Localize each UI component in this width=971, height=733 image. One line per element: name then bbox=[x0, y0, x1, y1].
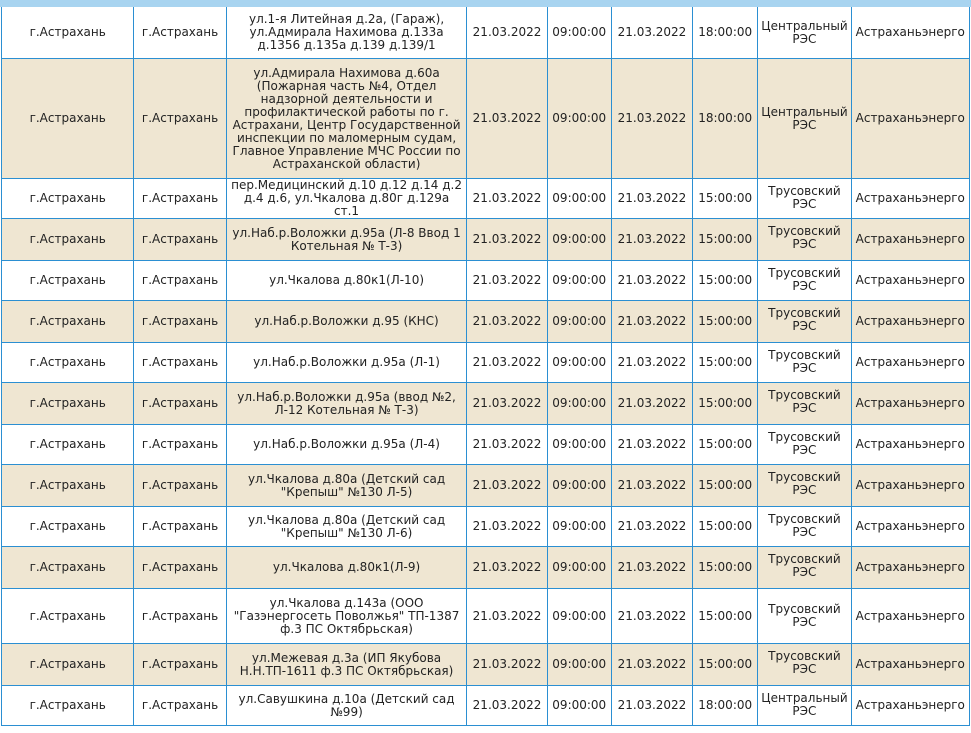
city-cell: г.Астрахань bbox=[2, 261, 134, 301]
res-cell: Трусовский РЭС bbox=[758, 465, 851, 507]
end-time-cell: 18:00:00 bbox=[693, 59, 758, 179]
end-date-cell: 21.03.2022 bbox=[612, 425, 693, 465]
end-time-cell: 15:00:00 bbox=[693, 261, 758, 301]
start-date-cell: 21.03.2022 bbox=[467, 547, 547, 589]
locality-cell: г.Астрахань bbox=[134, 7, 226, 59]
table-row bbox=[2, 589, 970, 644]
company-cell: Астраханьэнерго bbox=[852, 465, 970, 507]
locality-cell: г.Астрахань bbox=[134, 179, 226, 219]
locality-cell: г.Астрахань bbox=[134, 589, 226, 644]
city-cell: г.Астрахань bbox=[2, 343, 134, 383]
start-date-cell: 21.03.2022 bbox=[467, 644, 547, 686]
end-time-cell: 15:00:00 bbox=[693, 644, 758, 686]
company-cell: Астраханьэнерго bbox=[852, 589, 970, 644]
locality-cell: г.Астрахань bbox=[134, 425, 226, 465]
start-date-cell: 21.03.2022 bbox=[467, 7, 547, 59]
address-cell: ул.Наб.р.Воложки д.95а (ввод №2, Л-12 Котельная № Т-3) bbox=[227, 383, 468, 425]
city-cell: г.Астрахань bbox=[2, 301, 134, 343]
locality-cell: г.Астрахань bbox=[134, 59, 226, 179]
start-time-cell: 09:00:00 bbox=[548, 383, 612, 425]
address-cell: ул.Чкалова д.80а (Детский сад "Крепыш" №130 Л-5) bbox=[227, 465, 468, 507]
end-time-cell: 15:00:00 bbox=[693, 465, 758, 507]
city-cell: г.Астрахань bbox=[2, 465, 134, 507]
start-date-cell: 21.03.2022 bbox=[467, 343, 547, 383]
start-time-cell: 09:00:00 bbox=[548, 507, 612, 547]
end-date-cell: 21.03.2022 bbox=[612, 7, 693, 59]
table-row bbox=[2, 179, 970, 219]
start-time-cell: 09:00:00 bbox=[548, 179, 612, 219]
start-time-cell: 09:00:00 bbox=[548, 425, 612, 465]
locality-cell: г.Астрахань bbox=[134, 547, 226, 589]
end-date-cell: 21.03.2022 bbox=[612, 547, 693, 589]
table-row bbox=[2, 547, 970, 589]
address-cell: ул.1-я Литейная д.2а, (Гараж), ул.Адмирала Нахимова д.133а д.1356 д.135а д.139 д.139/1 bbox=[227, 7, 468, 59]
company-cell: Астраханьэнерго bbox=[852, 7, 970, 59]
start-date-cell: 21.03.2022 bbox=[467, 261, 547, 301]
city-cell: г.Астрахань bbox=[2, 507, 134, 547]
table-row bbox=[2, 219, 970, 261]
address-cell: ул.Савушкина д.10а (Детский сад №99) bbox=[227, 686, 468, 726]
company-cell: Астраханьэнерго bbox=[852, 686, 970, 726]
start-time-cell: 09:00:00 bbox=[548, 301, 612, 343]
company-cell: Астраханьэнерго bbox=[852, 219, 970, 261]
end-date-cell: 21.03.2022 bbox=[612, 343, 693, 383]
city-cell: г.Астрахань bbox=[2, 7, 134, 59]
city-cell: г.Астрахань bbox=[2, 383, 134, 425]
start-time-cell: 09:00:00 bbox=[548, 7, 612, 59]
company-cell: Астраханьэнерго bbox=[852, 261, 970, 301]
locality-cell: г.Астрахань bbox=[134, 686, 226, 726]
start-time-cell: 09:00:00 bbox=[548, 686, 612, 726]
company-cell: Астраханьэнерго bbox=[852, 343, 970, 383]
end-date-cell: 21.03.2022 bbox=[612, 465, 693, 507]
start-date-cell: 21.03.2022 bbox=[467, 301, 547, 343]
res-cell: Центральный РЭС bbox=[758, 59, 851, 179]
table-row bbox=[2, 425, 970, 465]
city-cell: г.Астрахань bbox=[2, 644, 134, 686]
start-date-cell: 21.03.2022 bbox=[467, 425, 547, 465]
res-cell: Трусовский РЭС bbox=[758, 343, 851, 383]
address-cell: ул.Наб.р.Воложки д.95а (Л-4) bbox=[227, 425, 468, 465]
address-cell: ул.Чкалова д.80к1(Л-9) bbox=[227, 547, 468, 589]
table-row bbox=[2, 686, 970, 726]
res-cell: Трусовский РЭС bbox=[758, 507, 851, 547]
city-cell: г.Астрахань bbox=[2, 219, 134, 261]
res-cell: Трусовский РЭС bbox=[758, 547, 851, 589]
end-time-cell: 15:00:00 bbox=[693, 589, 758, 644]
start-time-cell: 09:00:00 bbox=[548, 589, 612, 644]
end-date-cell: 21.03.2022 bbox=[612, 219, 693, 261]
res-cell: Трусовский РЭС bbox=[758, 644, 851, 686]
res-cell: Трусовский РЭС bbox=[758, 219, 851, 261]
table-top-border bbox=[0, 0, 971, 7]
city-cell: г.Астрахань bbox=[2, 59, 134, 179]
locality-cell: г.Астрахань bbox=[134, 343, 226, 383]
company-cell: Астраханьэнерго bbox=[852, 425, 970, 465]
end-time-cell: 18:00:00 bbox=[693, 686, 758, 726]
city-cell: г.Астрахань bbox=[2, 179, 134, 219]
start-date-cell: 21.03.2022 bbox=[467, 589, 547, 644]
res-cell: Трусовский РЭС bbox=[758, 179, 851, 219]
start-time-cell: 09:00:00 bbox=[548, 219, 612, 261]
locality-cell: г.Астрахань bbox=[134, 219, 226, 261]
res-cell: Трусовский РЭС bbox=[758, 425, 851, 465]
table-body bbox=[2, 7, 970, 726]
outage-schedule-table bbox=[1, 7, 970, 726]
end-date-cell: 21.03.2022 bbox=[612, 507, 693, 547]
table-row bbox=[2, 507, 970, 547]
res-cell: Трусовский РЭС bbox=[758, 301, 851, 343]
start-date-cell: 21.03.2022 bbox=[467, 507, 547, 547]
start-time-cell: 09:00:00 bbox=[548, 343, 612, 383]
end-date-cell: 21.03.2022 bbox=[612, 644, 693, 686]
address-cell: ул.Чкалова д.80к1(Л-10) bbox=[227, 261, 468, 301]
start-date-cell: 21.03.2022 bbox=[467, 59, 547, 179]
table-row bbox=[2, 7, 970, 59]
table-row bbox=[2, 59, 970, 179]
end-date-cell: 21.03.2022 bbox=[612, 383, 693, 425]
locality-cell: г.Астрахань bbox=[134, 465, 226, 507]
city-cell: г.Астрахань bbox=[2, 425, 134, 465]
start-date-cell: 21.03.2022 bbox=[467, 383, 547, 425]
address-cell: ул.Наб.р.Воложки д.95 (КНС) bbox=[227, 301, 468, 343]
table-row bbox=[2, 465, 970, 507]
end-date-cell: 21.03.2022 bbox=[612, 179, 693, 219]
end-time-cell: 15:00:00 bbox=[693, 301, 758, 343]
company-cell: Астраханьэнерго bbox=[852, 179, 970, 219]
end-time-cell: 15:00:00 bbox=[693, 219, 758, 261]
start-date-cell: 21.03.2022 bbox=[467, 179, 547, 219]
end-time-cell: 15:00:00 bbox=[693, 425, 758, 465]
table-row bbox=[2, 644, 970, 686]
address-cell: ул.Чкалова д.80а (Детский сад "Крепыш" №130 Л-6) bbox=[227, 507, 468, 547]
locality-cell: г.Астрахань bbox=[134, 507, 226, 547]
res-cell: Трусовский РЭС bbox=[758, 383, 851, 425]
start-date-cell: 21.03.2022 bbox=[467, 465, 547, 507]
res-cell: Трусовский РЭС bbox=[758, 589, 851, 644]
address-cell: ул.Чкалова д.143а (ООО "Газэнергосеть Поволжья" ТП-1387 ф.3 ПС Октябрьская) bbox=[227, 589, 468, 644]
address-cell: пер.Медицинский д.10 д.12 д.14 д.2 д.4 д.6, ул.Чкалова д.80г д.129а ст.1 bbox=[227, 179, 468, 219]
company-cell: Астраханьэнерго bbox=[852, 383, 970, 425]
address-cell: ул.Адмирала Нахимова д.60а (Пожарная часть №4, Отдел надзорной деятельности и профилактической работы по г. Астрахани, Центр Государственной инспекции по маломерным судам, Главное Управление МЧС России по Астраханской области) bbox=[227, 59, 468, 179]
start-date-cell: 21.03.2022 bbox=[467, 686, 547, 726]
locality-cell: г.Астрахань bbox=[134, 383, 226, 425]
end-date-cell: 21.03.2022 bbox=[612, 301, 693, 343]
company-cell: Астраханьэнерго bbox=[852, 301, 970, 343]
start-date-cell: 21.03.2022 bbox=[467, 219, 547, 261]
end-time-cell: 15:00:00 bbox=[693, 383, 758, 425]
end-date-cell: 21.03.2022 bbox=[612, 59, 693, 179]
res-cell: Центральный РЭС bbox=[758, 7, 851, 59]
start-time-cell: 09:00:00 bbox=[548, 644, 612, 686]
end-date-cell: 21.03.2022 bbox=[612, 261, 693, 301]
start-time-cell: 09:00:00 bbox=[548, 465, 612, 507]
address-cell: ул.Межевая д.3а (ИП Якубова Н.Н.ТП-1611 ф.3 ПС Октябрьская) bbox=[227, 644, 468, 686]
locality-cell: г.Астрахань bbox=[134, 301, 226, 343]
locality-cell: г.Астрахань bbox=[134, 644, 226, 686]
address-cell: ул.Наб.р.Воложки д.95а (Л-8 Ввод 1 Котельная № Т-3) bbox=[227, 219, 468, 261]
table-row bbox=[2, 301, 970, 343]
company-cell: Астраханьэнерго bbox=[852, 547, 970, 589]
address-cell: ул.Наб.р.Воложки д.95а (Л-1) bbox=[227, 343, 468, 383]
end-date-cell: 21.03.2022 bbox=[612, 589, 693, 644]
start-time-cell: 09:00:00 bbox=[548, 261, 612, 301]
city-cell: г.Астрахань bbox=[2, 686, 134, 726]
end-time-cell: 15:00:00 bbox=[693, 343, 758, 383]
end-time-cell: 15:00:00 bbox=[693, 547, 758, 589]
table-row bbox=[2, 383, 970, 425]
end-date-cell: 21.03.2022 bbox=[612, 686, 693, 726]
company-cell: Астраханьэнерго bbox=[852, 59, 970, 179]
city-cell: г.Астрахань bbox=[2, 547, 134, 589]
table-row bbox=[2, 343, 970, 383]
res-cell: Трусовский РЭС bbox=[758, 261, 851, 301]
company-cell: Астраханьэнерго bbox=[852, 507, 970, 547]
start-time-cell: 09:00:00 bbox=[548, 547, 612, 589]
company-cell: Астраханьэнерго bbox=[852, 644, 970, 686]
locality-cell: г.Астрахань bbox=[134, 261, 226, 301]
table-row bbox=[2, 261, 970, 301]
end-time-cell: 15:00:00 bbox=[693, 507, 758, 547]
start-time-cell: 09:00:00 bbox=[548, 59, 612, 179]
res-cell: Центральный РЭС bbox=[758, 686, 851, 726]
end-time-cell: 15:00:00 bbox=[693, 179, 758, 219]
end-time-cell: 18:00:00 bbox=[693, 7, 758, 59]
city-cell: г.Астрахань bbox=[2, 589, 134, 644]
